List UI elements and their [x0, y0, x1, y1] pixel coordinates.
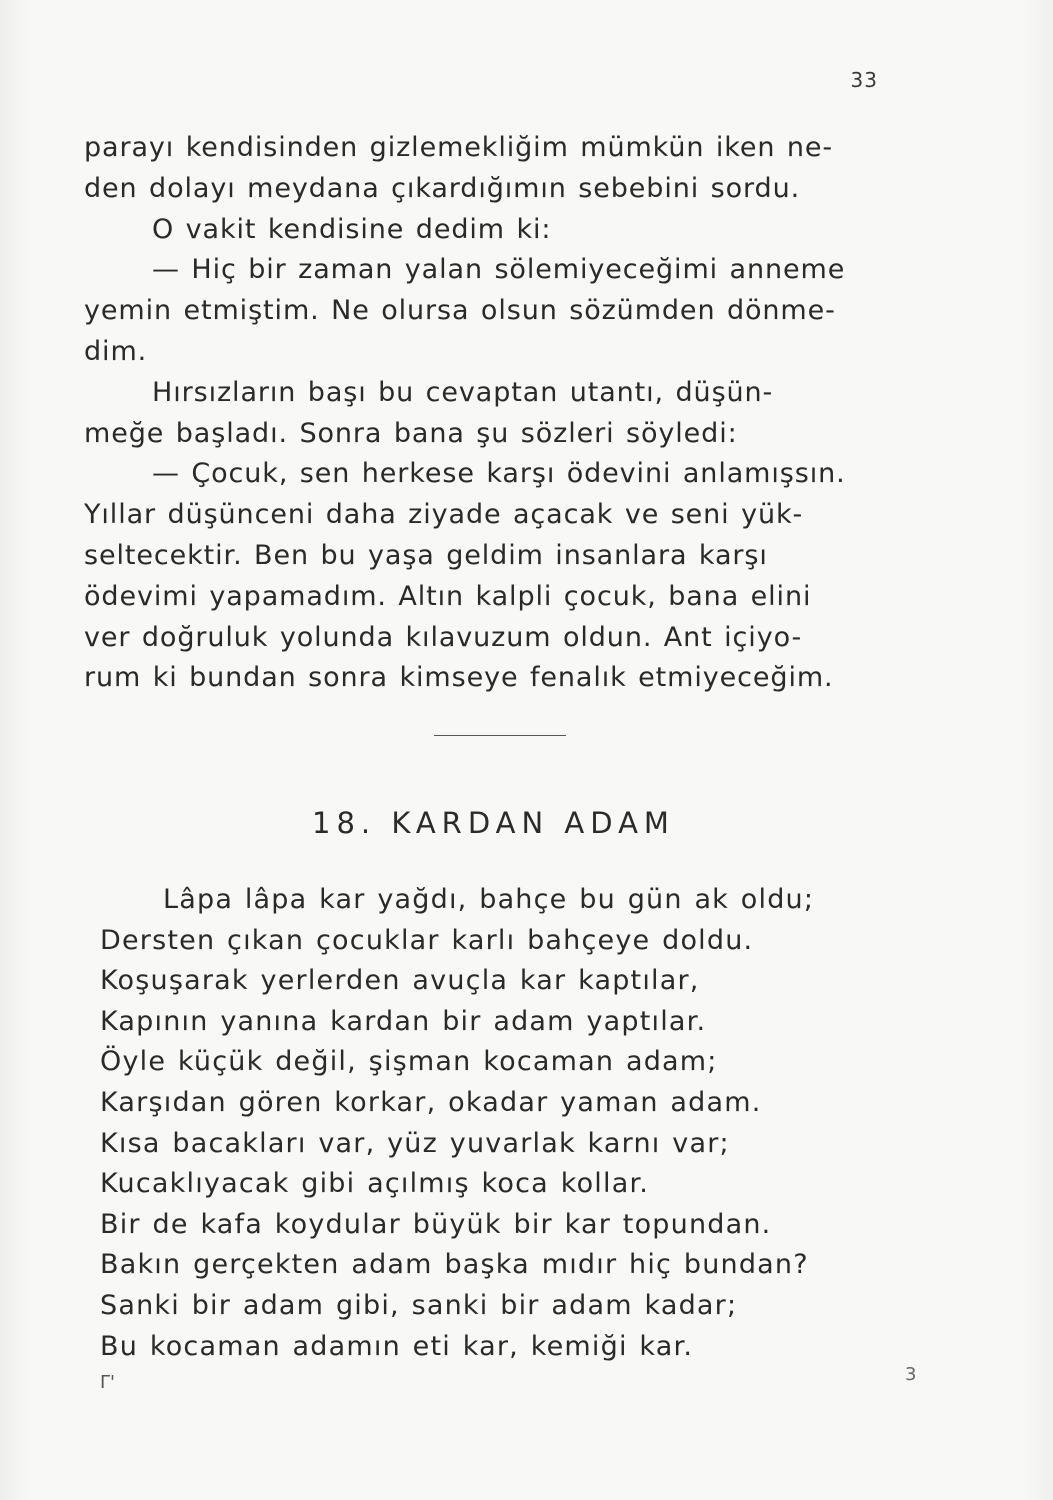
- prose-line: ver doğruluk yolunda kılavuzum oldun. Ant içiyo-: [84, 621, 803, 653]
- prose-line: rum ki bundan sonra kimseye fenalık etmiyeceğim.: [84, 662, 834, 694]
- prose-line: yemin etmiştim. Ne olursa olsun sözümden dönme-: [84, 295, 836, 327]
- prose-line: dim.: [84, 335, 148, 367]
- poem-line: Dersten çıkan çocuklar karlı bahçeye doldu.: [100, 924, 754, 956]
- section-divider: [434, 735, 566, 736]
- poem-line: Lâpa lâpa kar yağdı, bahçe bu gün ak oldu;: [163, 884, 815, 915]
- poem-line: Bu kocaman adamın eti kar, kemiği kar.: [100, 1330, 694, 1362]
- poem-line: Öyle küçük değil, şişman kocaman adam;: [100, 1046, 718, 1078]
- printer-signature-right: 3: [905, 1364, 917, 1385]
- prose-block: [84, 128, 914, 699]
- prose-line: — Hiç bir zaman yalan sölemiyeceğimi anneme: [152, 254, 846, 286]
- poem-line: Kapının yanına kardan bir adam yaptılar.: [100, 1005, 707, 1037]
- page-number: 33: [850, 68, 878, 92]
- poem-line: Bir de kafa koydular büyük bir kar topundan.: [100, 1208, 772, 1240]
- prose-line: parayı kendisinden gizlemekliğim mümkün iken ne-: [84, 132, 834, 163]
- poem-line: Kucaklıyacak gibi açılmış koca kollar.: [100, 1168, 650, 1200]
- prose-line: O vakit kendisine dedim ki:: [152, 213, 552, 245]
- prose-line: seltecektir. Ben bu yaşa geldim insanlara karşı: [84, 539, 768, 571]
- poem-block: [100, 880, 930, 1367]
- poem-line: Karşıdan gören korkar, okadar yaman adam.: [100, 1086, 762, 1118]
- poem-line: Koşuşarak yerlerden avuçla kar kaptılar,: [100, 965, 700, 997]
- prose-line: ödevimi yapamadım. Altın kalpli çocuk, bana elini: [84, 580, 812, 612]
- prose-line: den dolayı meydana çıkardığımın sebebini sordu.: [84, 172, 801, 204]
- poem-line: Bakın gerçekten adam başka mıdır hiç bundan?: [100, 1249, 809, 1281]
- poem-line: Kısa bacakları var, yüz yuvarlak karnı var;: [100, 1127, 730, 1159]
- prose-line: — Çocuk, sen herkese karşı ödevini anlamışsın.: [152, 458, 846, 490]
- prose-line: Yıllar düşünceni daha ziyade açacak ve seni yük-: [84, 499, 804, 531]
- printer-signature-left: Γ': [100, 1372, 115, 1393]
- prose-line: Hırsızların başı bu cevaptan utantı, düşün-: [152, 376, 774, 408]
- chapter-title: 18. KARDAN ADAM: [312, 806, 675, 840]
- poem-line: Sanki bir adam gibi, sanki bir adam kadar;: [100, 1289, 738, 1321]
- prose-line: meğe başladı. Sonra bana şu sözleri söyledi:: [84, 417, 738, 449]
